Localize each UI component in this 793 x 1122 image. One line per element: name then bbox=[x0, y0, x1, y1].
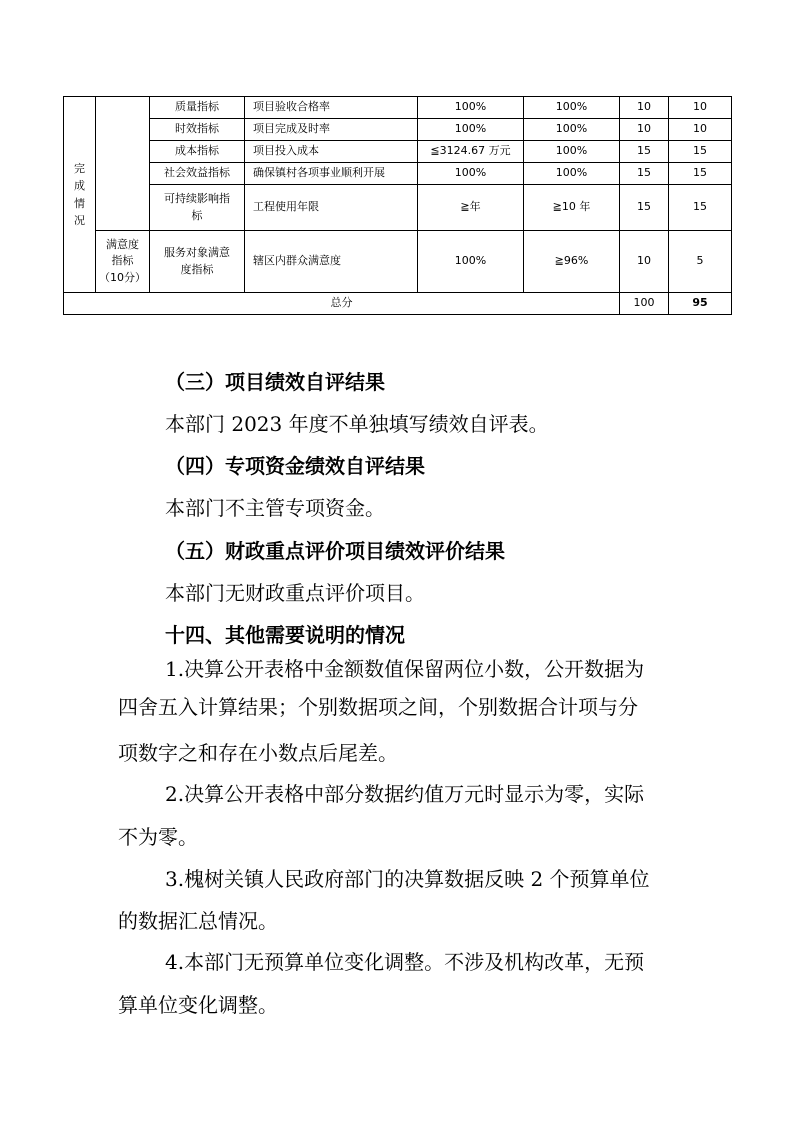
indicator-cell: 时效指标 bbox=[150, 119, 245, 141]
weight-cell: 10 bbox=[620, 231, 669, 293]
performance-table bbox=[63, 96, 732, 315]
score-cell: 10 bbox=[669, 119, 732, 141]
target-cell: 100% bbox=[418, 163, 524, 185]
actual-cell: 100% bbox=[524, 119, 620, 141]
score-cell: 5 bbox=[669, 231, 732, 293]
score-cell: 15 bbox=[669, 141, 732, 163]
indicator-cell bbox=[150, 231, 245, 293]
section-5-title: （五）财政重点评价项目绩效评价结果 bbox=[165, 539, 505, 563]
section-label-cell bbox=[64, 97, 96, 293]
table-row bbox=[64, 163, 732, 185]
score-cell: 10 bbox=[669, 97, 732, 119]
actual-cell: 100% bbox=[524, 97, 620, 119]
section-4-text: 本部门不主管专项资金。 bbox=[165, 496, 385, 520]
note-1-line: 项数字之和存在小数点后尾差。 bbox=[118, 741, 398, 765]
table-row bbox=[64, 141, 732, 163]
target-cell: 100% bbox=[418, 119, 524, 141]
item-cell: 项目投入成本 bbox=[245, 141, 418, 163]
section-4-title: （四）专项资金绩效自评结果 bbox=[165, 454, 425, 478]
category-line: 满意度 bbox=[106, 237, 139, 251]
item-cell: 确保镇村各项事业顺利开展 bbox=[245, 163, 418, 185]
indicator-cell: 社会效益指标 bbox=[150, 163, 245, 185]
actual-cell: 100% bbox=[524, 163, 620, 185]
section-label-char: 况 bbox=[74, 213, 85, 227]
weight-cell: 15 bbox=[620, 185, 669, 231]
score-cell: 15 bbox=[669, 185, 732, 231]
total-row bbox=[64, 293, 732, 315]
section-label-char: 完 bbox=[74, 162, 85, 176]
section-label-char: 成 bbox=[74, 179, 85, 193]
note-1-line: 四舍五入计算结果；个别数据项之间，个别数据合计项与分 bbox=[118, 695, 638, 719]
weight-cell: 15 bbox=[620, 141, 669, 163]
item-cell: 工程使用年限 bbox=[245, 185, 418, 231]
note-4-line: 算单位变化调整。 bbox=[118, 993, 278, 1017]
target-cell: ≧年 bbox=[418, 185, 524, 231]
indicator-line: 服务对象满意 bbox=[164, 246, 230, 259]
table-row bbox=[64, 119, 732, 141]
actual-cell: 100% bbox=[524, 141, 620, 163]
note-3-line: 的数据汇总情况。 bbox=[118, 909, 278, 933]
category-line: 指标 bbox=[111, 254, 134, 268]
item-cell: 项目验收合格率 bbox=[245, 97, 418, 119]
note-4-line: 4.本部门无预算单位变化调整。不涉及机构改革，无预 bbox=[165, 950, 645, 974]
target-cell: 100% bbox=[418, 97, 524, 119]
indicator-cell bbox=[150, 185, 245, 231]
weight-cell: 10 bbox=[620, 119, 669, 141]
total-weight: 100 bbox=[620, 293, 669, 315]
total-score: 95 bbox=[669, 293, 732, 315]
weight-cell: 10 bbox=[620, 97, 669, 119]
indicator-line: 标 bbox=[191, 208, 203, 222]
section-3-title: （三）项目绩效自评结果 bbox=[165, 370, 385, 394]
indicator-cell: 质量指标 bbox=[150, 97, 245, 119]
note-1-line: 1.决算公开表格中金额数值保留两位小数，公开数据为 bbox=[165, 657, 645, 681]
weight-cell: 15 bbox=[620, 163, 669, 185]
item-cell: 项目完成及时率 bbox=[245, 119, 418, 141]
note-2-line: 2.决算公开表格中部分数据约值万元时显示为零，实际 bbox=[165, 782, 645, 806]
actual-cell: ≧10 年 bbox=[524, 185, 620, 231]
satisfaction-category-cell bbox=[96, 231, 150, 293]
section-label-char: 情 bbox=[74, 196, 85, 210]
section-5-text: 本部门无财政重点评价项目。 bbox=[165, 581, 425, 605]
actual-cell: ≧96% bbox=[524, 231, 620, 293]
indicator-cell: 成本指标 bbox=[150, 141, 245, 163]
table-row bbox=[64, 97, 732, 119]
score-cell: 15 bbox=[669, 163, 732, 185]
table-row bbox=[64, 185, 732, 231]
category-line: （10分） bbox=[99, 270, 146, 284]
target-cell: ≦3124.67 万元 bbox=[418, 141, 524, 163]
note-3-line: 3.槐树关镇人民政府部门的决算数据反映 2 个预算单位 bbox=[165, 867, 650, 891]
total-label: 总分 bbox=[64, 293, 620, 315]
section-3-text: 本部门 2023 年度不单独填写绩效自评表。 bbox=[165, 412, 549, 436]
target-cell: 100% bbox=[418, 231, 524, 293]
empty-category-cell bbox=[96, 97, 150, 231]
indicator-line: 度指标 bbox=[180, 262, 214, 276]
indicator-line: 可持续影响指 bbox=[164, 192, 230, 205]
section-14-title: 十四、其他需要说明的情况 bbox=[165, 623, 405, 647]
table-row bbox=[64, 231, 732, 293]
note-2-line: 不为零。 bbox=[118, 825, 198, 849]
item-cell: 辖区内群众满意度 bbox=[245, 231, 418, 293]
